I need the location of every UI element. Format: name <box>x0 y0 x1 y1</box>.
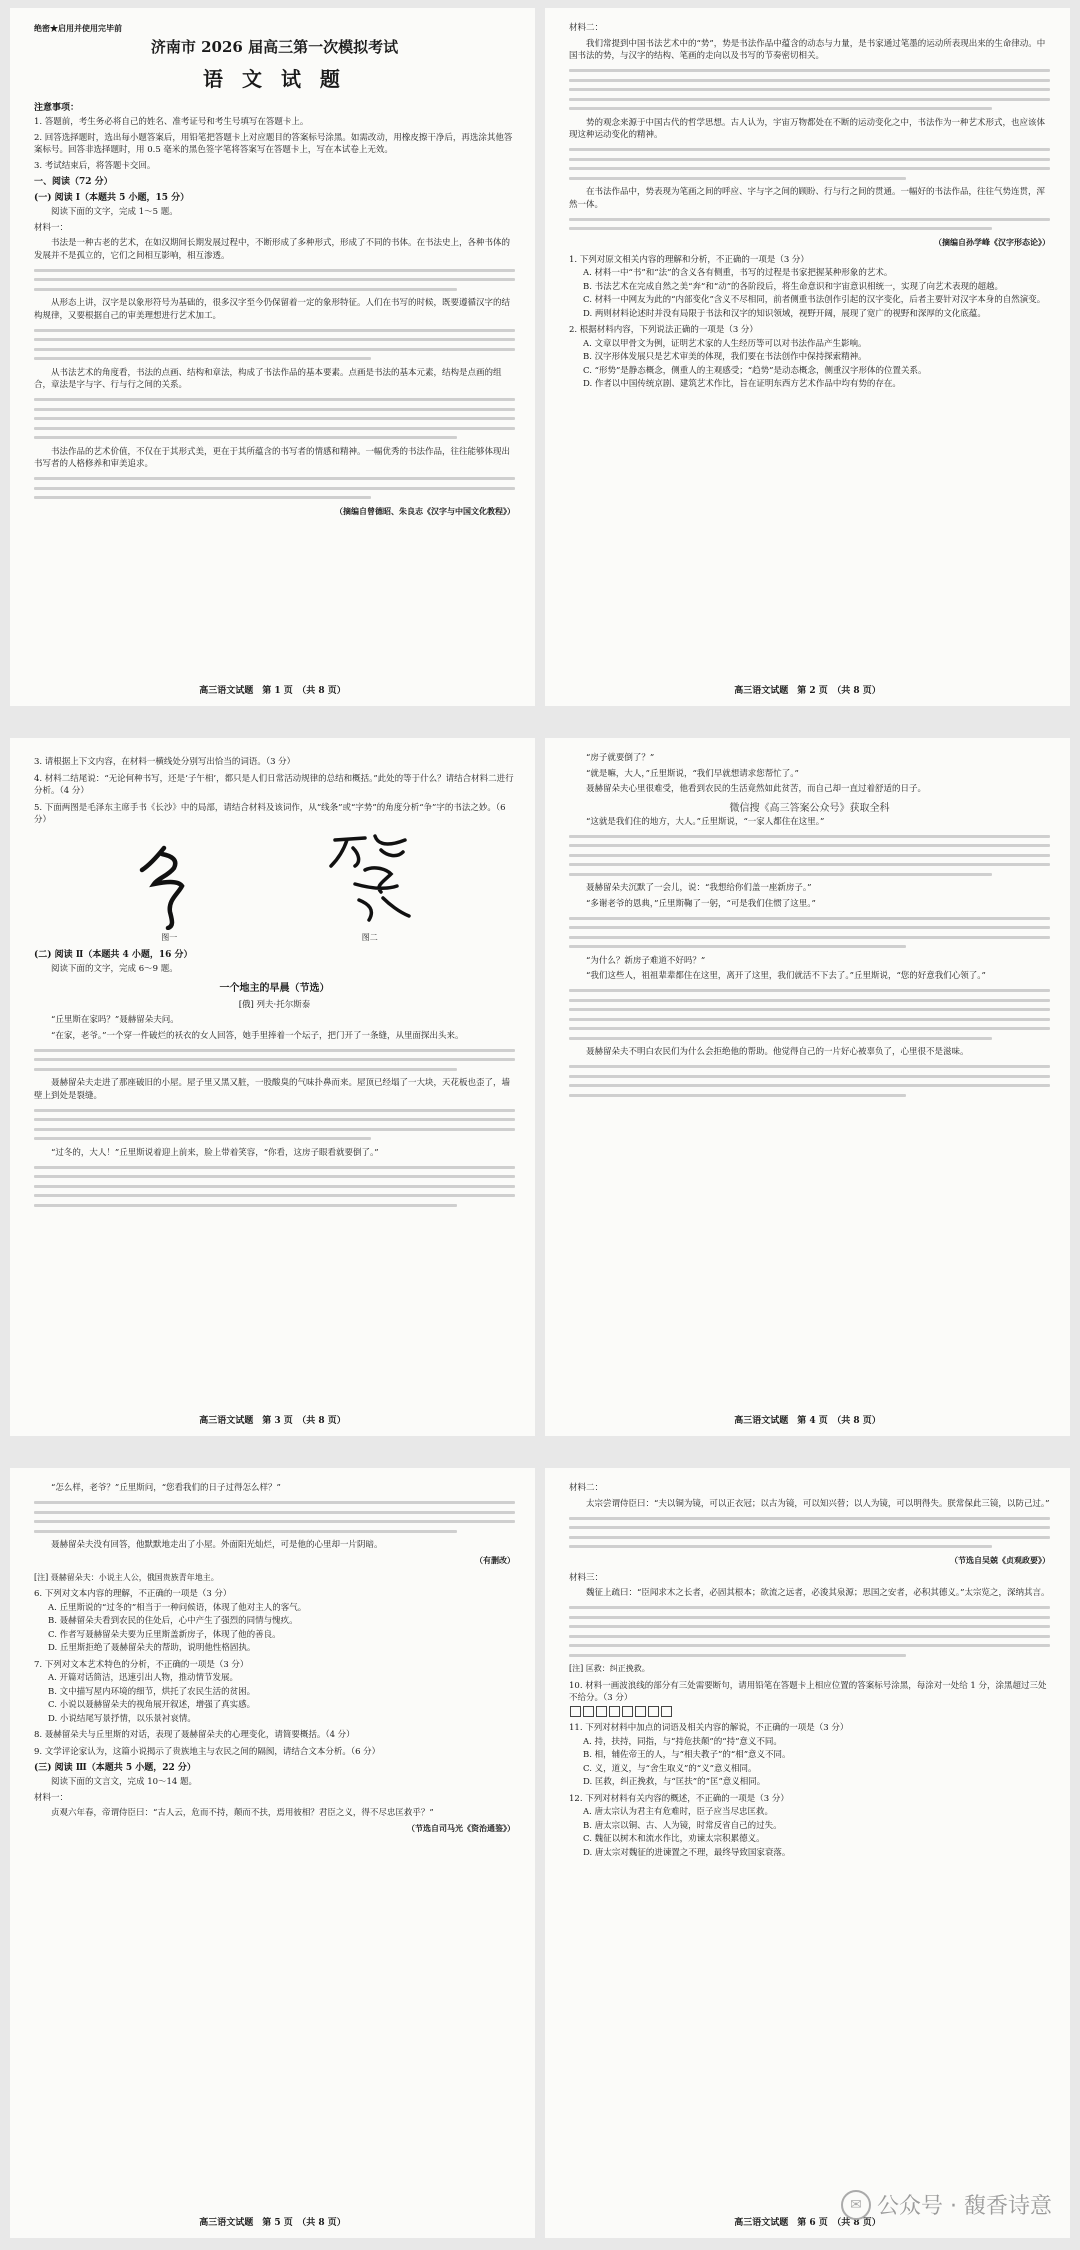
instruction: 阅读下面的文言文，完成 10～14 题。 <box>51 1777 198 1787</box>
text-lines <box>34 1109 515 1141</box>
answer-box-H[interactable] <box>661 1706 672 1717</box>
footnote: [注] 聂赫留朵夫：小说主人公，俄国贵族青年地主。 <box>34 1572 219 1582</box>
classical-text: 贞观六年春，帝谓侍臣曰：“古人云，危而不持，颠而不扶，焉用彼相？君臣之义，得不尽忠匡救乎？” <box>51 1808 434 1818</box>
option: B. 相，辅佐帝王的人，与“相夫教子”的“相”意义不同。 <box>583 1750 791 1760</box>
option: D. 丘里斯拒绝了聂赫留朵夫的帮助，说明他性格固执。 <box>48 1643 256 1653</box>
option: C. 材料一中网友为此的“内部变化”含义不尽相同，前者侧重书法创作引起的汉字变化，后者主要针对汉字本身的自然演变。 <box>583 295 1046 305</box>
paragraph: 从形态上讲，汉字是以象形符号为基础的，很多汉字至今仍保留着一定的象形特征。人们在书写的时候，既要遵循汉字的结构规律，又要根据自己的审美理想进行艺术加工。 <box>34 298 511 321</box>
text-lines <box>34 1501 515 1533</box>
source-citation: （摘编自孙学峰《汉字形态论》） <box>934 236 1050 247</box>
option: B. 汉字形体发展只是艺术审美的体现，我们要在书法创作中保持探索精神。 <box>583 352 867 362</box>
text-lines <box>569 148 1050 180</box>
question-6: 6. 下列对文本内容的理解，不正确的一项是（3 分） <box>34 1589 232 1599</box>
calligraphy-figures <box>74 833 475 943</box>
paragraph: “多谢老爷的恩典，”丘里斯鞠了一躬，“可是我们住惯了这里。” <box>586 898 816 909</box>
instruction: 阅读下面的文字，完成 6～9 题。 <box>51 963 178 974</box>
paragraph: “在家，老爷。”一个穿一件破烂的袄衣的女人回答，她手里捧着一个坛子，把门开了一条缝，从里面探出头来。 <box>51 1030 464 1041</box>
answer-box-D[interactable] <box>609 1706 620 1717</box>
paragraph: 聂赫留朵夫没有回答，他默默地走出了小屋。外面阳光灿烂，可是他的心里却一片阴暗。 <box>51 1540 383 1550</box>
option: A. 文章以甲骨文为例，证明艺术家的人生经历等可以对书法作品产生影响。 <box>583 338 867 349</box>
footnote: [注] 匡救：纠正挽救。 <box>569 1664 650 1673</box>
page-footer: 高三语文试题 第 6 页 （共 8 页） <box>734 2218 881 2228</box>
text-lines <box>569 1065 1050 1097</box>
secret-label: 绝密★启用并使用完毕前 <box>34 23 122 33</box>
calligraphy-image-2 <box>325 830 415 930</box>
paragraph: 势的观念来源于中国古代的哲学思想。古人认为，宇宙万物都处在不断的运动变化之中，书法作为一种艺术形式，也应该体现这种运动变化的精神。 <box>569 117 1046 140</box>
page-footer: 高三语文试题 第 4 页 （共 8 页） <box>734 1416 881 1426</box>
answer-box-G[interactable] <box>648 1706 659 1717</box>
option: B. 文中描写屋内环境的细节，烘托了农民生活的贫困。 <box>48 1686 256 1697</box>
answer-box-A[interactable] <box>570 1706 581 1717</box>
figure-1 <box>134 840 204 943</box>
option: B. 书法艺术在完成自然之美“奔”和“动”的各阶段后，将生命意识和宇宙意识相统一，实现了向艺术表现的超越。 <box>583 281 1004 292</box>
answer-box-C[interactable] <box>596 1706 607 1717</box>
paragraph: 聂赫留朵夫心里很难受，他看到农民的生活竟然如此贫苦，而自己却一直过着舒适的日子。 <box>586 784 927 794</box>
page-footer: 高三语文试题 第 5 页 （共 8 页） <box>199 2218 346 2228</box>
text-lines <box>569 917 1050 949</box>
paragraph: “丘里斯在家吗？”聂赫留朵夫问。 <box>51 1015 179 1025</box>
option: D. 匡救，纠正挽救，与“匡扶”的“匡”意义相同。 <box>583 1777 766 1787</box>
story-author: [俄] 列夫·托尔斯泰 <box>238 1000 311 1010</box>
paragraph: 我们常提到中国书法艺术中的“势”，势是书法作品中蕴含的动态与力量，是书家通过笔墨的运动所表现出来的生命律动。中国书法的势，与汉字的结构、笔画的走向以及书写的节奏密切相关。 <box>569 38 1046 61</box>
material-label: 材料三： <box>569 1572 604 1583</box>
figure-1-caption: 图一 <box>161 932 178 942</box>
text-lines <box>34 477 515 499</box>
option: C. 魏征以树木和流水作比，劝谏太宗积累德义。 <box>583 1834 765 1844</box>
wechat-notice: 微信搜《高三答案公众号》获取全科 <box>729 802 890 814</box>
answer-boxes <box>569 1706 1050 1719</box>
exam-page-6 <box>545 1468 1070 2238</box>
page-footer: 高三语文试题 第 2 页 （共 8 页） <box>734 686 881 696</box>
option: D. 唐太宗对魏征的进谏置之不理，最终导致国家衰落。 <box>583 1847 791 1858</box>
paragraph: 聂赫留朵夫不明白农民们为什么会拒绝他的帮助。他觉得自己的一片好心被辜负了，心里很不是滋味。 <box>586 1047 969 1057</box>
option: C. 作者写聂赫留朵夫要为丘里斯盖新房子，体现了他的善良。 <box>48 1629 281 1640</box>
note-item: 3. 考试结束后，将答题卡交回。 <box>34 160 156 171</box>
paragraph: 书法作品的艺术价值，不仅在于其形式美，更在于其所蕴含的书写者的情感和精神。一幅优秀的书法作品，往往能够体现出书写者的人格修养和审美追求。 <box>34 446 511 469</box>
question-1: 1. 下列对原文相关内容的理解和分析，不正确的一项是（3 分） <box>569 254 809 265</box>
exam-page-4 <box>545 738 1070 1436</box>
text-lines <box>34 329 515 361</box>
paragraph: 从书法艺术的角度看，书法的点画、结构和章法，构成了书法作品的基本要素。点画是书法的基本元素，结构是点画的组合，章法是字与字、行与行之间的关系。 <box>34 367 502 390</box>
figure-2-caption: 图二 <box>361 932 378 942</box>
question-12: 12. 下列对材料有关内容的概述，不正确的一项是（3 分） <box>569 1793 789 1804</box>
material-label: 材料一： <box>34 1792 69 1803</box>
wechat-icon: ✉ <box>841 2190 871 2220</box>
paragraph: 在书法作品中，势表现为笔画之间的呼应、字与字之间的顾盼、行与行之间的贯通。一幅好的书法作品，往往气势连贯，浑然一体。 <box>569 187 1046 210</box>
option: C. 义，道义，与“舍生取义”的“义”意义相同。 <box>583 1763 757 1774</box>
paragraph: “我们这些人，祖祖辈辈都住在这里，离开了这里，我们就活不下去了。”丘里斯说，“您的好意我们心领了。” <box>586 971 986 981</box>
text-lines <box>569 1517 1050 1549</box>
question-10: 10. 材料一画波浪线的部分有三处需要断句，请用铅笔在答题卡上相应位置的答案标号涂黑，每涂对一处给 1 分，涂黑超过三处不给分。（3 分） <box>569 1680 1047 1703</box>
option: A. 唐太宗认为君主有危难时，臣子应当尽忠匡救。 <box>583 1807 774 1817</box>
source-citation: （摘编自曾德昭、朱良志《汉字与中国文化教程》） <box>335 505 515 516</box>
answer-box-F[interactable] <box>635 1706 646 1717</box>
exam-page-3 <box>10 738 535 1436</box>
paragraph: 书法是一种古老的艺术，在如汉期间长期发展过程中，不断形成了多种形式，形成了不同的书体。在书法史上，各种书体的发展并不是孤立的，它们之间相互影响，相互渗透。 <box>34 238 511 261</box>
paragraph: 聂赫留朵夫沉默了一会儿，说：“我想给你们盖一座新房子。” <box>586 883 812 893</box>
option: C. “形势”是静态概念，侧重人的主观感受；“趋势”是动态概念，侧重汉字形体的位置关系。 <box>583 365 927 376</box>
notes-title: 注意事项： <box>34 103 80 113</box>
option: B. 唐太宗以铜、古、人为镜，时常反省自己的过失。 <box>583 1820 782 1831</box>
text-lines <box>34 269 515 291</box>
option: A. 持，扶持，同指，与“持危扶颠”的“持”意义不同。 <box>583 1736 782 1747</box>
question-5: 5. 下面两图是毛泽东主席手书《长沙》中的局部，请结合材料及该词作，从“线条”或“字势”的角度分析“争”字的书法之妙。（6 分） <box>34 802 506 825</box>
text-lines <box>569 835 1050 876</box>
option: A. 丘里斯说的“过冬的”相当于一种问候语，体现了他对主人的客气。 <box>48 1602 307 1613</box>
classical-text: 魏征上疏曰：“臣闻求木之长者，必固其根本；欲流之远者，必浚其泉源；思国之安者，必积其德义。”太宗览之，深纳其言。 <box>586 1588 1050 1598</box>
question-9: 9. 文学评论家认为，这篇小说揭示了贵族地主与农民之间的隔阂，请结合文本分析。（6 分） <box>34 1746 381 1757</box>
paragraph: “过冬的，大人！”丘里斯说着迎上前来，脸上带着笑容，“你看，这房子眼看就要倒了。” <box>51 1147 379 1158</box>
page-footer: 高三语文试题 第 1 页 （共 8 页） <box>199 686 346 696</box>
note-item: 1. 答题前，考生务必将自己的姓名、准考证号和考生号填写在答题卡上。 <box>34 117 309 127</box>
figure-2 <box>325 830 415 943</box>
text-lines <box>569 1606 1050 1657</box>
paragraph: “这就是我们住的地方，大人。”丘里斯说，“一家人都住在这里。” <box>586 816 825 827</box>
text-lines <box>34 1166 515 1207</box>
question-3: 3. 请根据上下文内容，在材料一横线处分别写出恰当的词语。（3 分） <box>34 757 296 767</box>
subsection-heading: (一) 阅读 Ⅰ（本题共 5 小题，15 分） <box>34 193 190 203</box>
watermark <box>841 2189 1052 2220</box>
question-7: 7. 下列对文本艺术特色的分析，不正确的一项是（3 分） <box>34 1659 249 1670</box>
option: C. 小说以聂赫留朵夫的视角展开叙述，增强了真实感。 <box>48 1700 256 1710</box>
option: D. 作者以中国传统京剧、建筑艺术作比，旨在证明东西方艺术作品中均有势的存在。 <box>583 379 901 389</box>
question-11: 11. 下列对材料中加点的词语及相关内容的解说，不正确的一项是（3 分） <box>569 1723 849 1733</box>
paragraph: “房子就要倒了？” <box>586 753 655 763</box>
source-citation: （节选自司马光《资治通鉴》） <box>407 1822 515 1833</box>
note-item: 2. 回答选择题时，选出每小题答案后，用铅笔把答题卡上对应题目的答案标号涂黑。如需改动，用橡皮擦干净后，再选涂其他答案标号。回答非选择题时，用 0.5 毫米的黑色签字笔将答案写在答题卡上，写在本试卷上无效。 <box>34 132 513 155</box>
answer-box-E[interactable] <box>622 1706 633 1717</box>
paragraph: “怎么样，老爷？”丘里斯问，“您看我们的日子过得怎么样？” <box>51 1483 281 1493</box>
text-lines <box>34 398 515 439</box>
text-lines <box>569 69 1050 110</box>
story-title: 一个地主的早晨（节选） <box>219 983 330 994</box>
option: B. 聂赫留朵夫看到农民的住处后，心中产生了强烈的同情与愧疚。 <box>48 1616 298 1626</box>
material-label: 材料二： <box>569 1483 604 1493</box>
text-lines <box>569 989 1050 1040</box>
text-lines <box>34 1049 515 1071</box>
material-label: 材料二： <box>569 23 604 33</box>
instruction: 阅读下面的文字，完成 1～5 题。 <box>51 207 178 217</box>
exam-title: 济南市 2026 届高三第一次模拟考试 <box>150 38 399 56</box>
text-lines <box>569 218 1050 231</box>
section-heading: 一、阅读（72 分） <box>34 177 113 187</box>
question-2: 2. 根据材料内容，下列说法正确的一项是（3 分） <box>569 325 758 335</box>
exam-page-2 <box>545 8 1070 706</box>
option: D. 两则材料论述时并没有局限于书法和汉字的知识领域，视野开阔，展现了宽广的视野和深厚的文化底蕴。 <box>583 308 986 319</box>
exam-page-1 <box>10 8 535 706</box>
watermark-text: 公众号 · 馥香诗意 <box>877 2194 1052 2219</box>
subject-title: 语 文 试 题 <box>203 67 346 91</box>
section-heading: (三) 阅读 Ⅲ（本题共 5 小题，22 分） <box>34 1763 196 1773</box>
answer-box-B[interactable] <box>583 1706 594 1717</box>
option: A. 开篇对话简洁，迅速引出人物，推动情节发展。 <box>48 1673 239 1683</box>
page-footer: 高三语文试题 第 3 页 （共 8 页） <box>199 1416 346 1426</box>
material-label: 材料一： <box>34 222 69 233</box>
question-8: 8. 聂赫留朵夫与丘里斯的对话，表现了聂赫留朵夫的心理变化，请简要概括。（4 分） <box>34 1730 355 1740</box>
option: A. 材料一中“书”和“法”的含义各有侧重，书写的过程是书家把握某种形象的艺术。 <box>583 268 893 278</box>
classical-text: 太宗尝谓侍臣曰：“夫以铜为镜，可以正衣冠；以古为镜，可以知兴替；以人为镜，可以明得失。朕常保此三镜，以防己过。” <box>586 1498 1050 1509</box>
paragraph: 聂赫留朵夫走进了那座破旧的小屋。屋子里又黑又脏，一股酸臭的气味扑鼻而来。屋顶已经塌了一大块，天花板也歪了，墙壁上到处是裂缝。 <box>34 1078 511 1101</box>
option: D. 小说结尾写景抒情，以乐景衬哀情。 <box>48 1713 196 1724</box>
question-4: 4. 材料二结尾说：“无论何种书写，还是‘子午相’，都只是人们日常活动规律的总结和概括。”此处的等于什么？请结合材料二进行分析。（4 分） <box>34 773 514 796</box>
source-citation: （有删改） <box>475 1554 515 1565</box>
paragraph: “为什么？新房子难道不好吗？” <box>586 955 706 966</box>
paragraph: “就是嘛，大人，”丘里斯说，“我们早就想请求您帮忙了。” <box>586 768 799 779</box>
calligraphy-image-1 <box>134 840 204 930</box>
source-citation: （节选自吴兢《贞观政要》） <box>950 1554 1050 1565</box>
exam-page-5 <box>10 1468 535 2238</box>
section-heading: (二) 阅读 Ⅱ（本题共 4 小题，16 分） <box>34 949 193 960</box>
